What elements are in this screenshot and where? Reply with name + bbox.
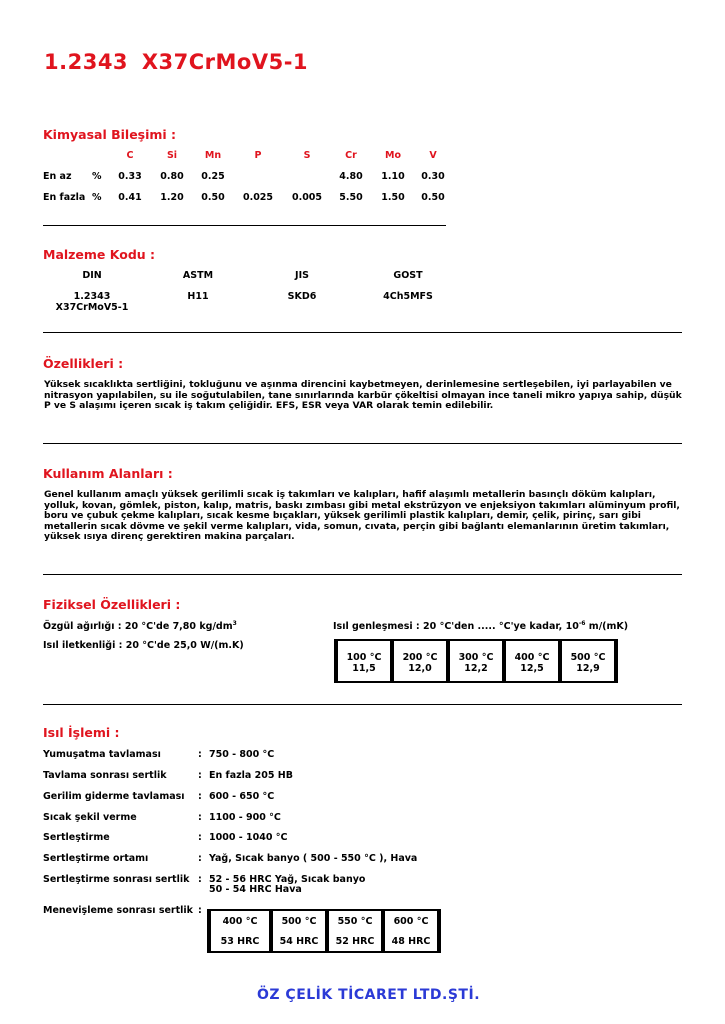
composition-value: 0.50 [421,192,445,203]
composition-value: 1.10 [381,171,405,182]
code-header-jis: JIS [295,270,309,281]
table-row [336,641,616,663]
element-header: C [126,150,134,161]
heat-label: Sertleştirme [43,832,110,843]
divider [43,225,446,226]
code-din-name: X37CrMoV5-1 [55,302,129,313]
table-cell: 48 HRC [383,931,439,951]
properties-text: Yüksek sıcaklıkta sertliğini, tokluğunu ve aşınma direncini kaybetmeyen, derinlemesine sertleşebilen, iyi parlayabilen ve nitrasyon yapılabilen, su ile soğutulabilen, tane sınırlarında karbür çökeltisi olmayan ince taneli mikro yapıya sahip, düşük P ve S alaşımı içeren sıcak iş takım çeliğidir. EFS, ESR veya VAR olarak temin edilebilir. [44,379,682,412]
table-cell: 52 HRC [327,931,383,951]
table-cell: 100 °C [336,641,392,663]
composition-value: 0.50 [201,192,225,203]
code-header-gost: GOST [393,270,423,281]
element-header: V [429,150,437,161]
expansion-exponent: -6 [578,620,586,627]
expansion-unit: m/(mK) [585,621,629,633]
expansion-line [333,620,628,632]
physical-heading: Fiziksel Özellikleri : [43,597,181,612]
code-astm: H11 [187,291,209,302]
density-line [43,620,237,632]
row-label-min: En az [43,171,72,182]
table-cell: 54 HRC [271,931,327,951]
colon: : [198,905,202,916]
heat-treatment-heading: Isıl İşlemi : [43,725,120,740]
divider [43,574,682,575]
element-header: Mo [385,150,401,161]
heat-label: Tavlama sonrası sertlik [43,770,167,781]
table-cell: 12,5 [504,663,560,681]
row-label-max: En fazla [43,192,86,203]
table-cell: 12,9 [560,663,616,681]
heat-label: Sertleştirme sonrası sertlik [43,874,190,885]
tempering-label: Menevişleme sonrası sertlik [43,905,193,916]
heat-value: 750 - 800 °C [209,749,275,760]
colon: : [198,749,202,760]
composition-value: 5.50 [339,192,363,203]
heat-value: En fazla 205 HB [209,770,293,781]
code-header-din: DIN [82,270,102,281]
composition-heading: Kimyasal Bileşimi : [43,127,177,142]
table-cell: 550 °C [327,911,383,931]
composition-value: 0.41 [118,192,142,203]
heat-label: Gerilim giderme tavlaması [43,791,185,802]
composition-value: 0.025 [242,192,274,203]
colon: : [198,770,202,781]
density-text: Özgül ağırlığı : 20 °C'de 7,80 kg/dm [43,621,233,633]
element-header: S [303,150,311,161]
heat-value: Yağ, Sıcak banyo ( 500 - 550 °C ), Hava [209,853,418,864]
hardness-air: 50 - 54 HRC Hava [209,884,302,895]
table-cell: 500 °C [560,641,616,663]
table-row [209,911,439,931]
expansion-table [334,639,618,683]
heat-value: 1100 - 900 °C [209,812,281,823]
row-unit: % [92,192,102,203]
element-header: Si [166,150,178,161]
composition-value: 1.20 [160,192,184,203]
table-cell: 12,0 [392,663,448,681]
element-header: P [254,150,262,161]
colon: : [198,791,202,802]
conductivity-text: Isıl iletkenliği : 20 °C'de 25,0 W/(m.K) [43,640,244,651]
table-row [336,663,616,681]
row-unit: % [92,171,102,182]
hardness-oil: 52 - 56 HRC Yağ, Sıcak banyo [209,874,366,885]
code-gost: 4Ch5MFS [383,291,433,302]
usage-heading: Kullanım Alanları : [43,466,173,481]
divider [43,704,682,705]
heat-value: 600 - 650 °C [209,791,275,802]
page-title: 1.2343 X37CrMoV5-1 [44,50,309,74]
heat-label: Sertleştirme ortamı [43,853,149,864]
table-cell: 11,5 [336,663,392,681]
table-cell: 200 °C [392,641,448,663]
code-header-astm: ASTM [182,270,214,281]
composition-value: 0.80 [160,171,184,182]
expansion-text: Isıl genleşmesi : 20 °C'den ..... °C'ye kadar, 10 [333,621,579,633]
element-header: Cr [345,150,357,161]
composition-value: 4.80 [339,171,363,182]
composition-value: 0.25 [201,171,225,182]
divider [43,332,682,333]
table-cell: 400 °C [209,911,271,931]
material-code-heading: Malzeme Kodu : [43,247,156,262]
table-cell: 53 HRC [209,931,271,951]
colon: : [198,812,202,823]
usage-text: Genel kullanım amaçlı yüksek gerilimli sıcak iş takımları ve kalıpları, hafif alaşımlı metallerin basınçlı döküm kalıpları, yolluk, kovan, gömlek, piston, kalıp, matris, baskı zımbası gibi metal ekstrüzyon ve enjeksiyon takımları alüminyum profil, boru ve çubuk çekme kalıpları, sıcak kesme bıçakları, yüksek gerilimli plastik kalıpları, demir, çelik, pirinç, sarı gibi metallerin sıcak dövme ve şekil verme kalıpları, vida, somun, cıvata, perçin gibi bağlantı elemanlarının üretim takımları, yüksek ısıya direnç gerektiren makina parçaları. [44,489,680,543]
table-cell: 400 °C [504,641,560,663]
tempering-table [207,909,441,953]
composition-value: 0.005 [291,192,323,203]
heat-label: Yumuşatma tavlaması [43,749,161,760]
code-din: 1.2343 [73,291,111,302]
table-cell: 600 °C [383,911,439,931]
heat-value: 1000 - 1040 °C [209,832,288,843]
table-row [209,931,439,951]
properties-heading: Özellikleri : [43,356,124,371]
table-cell: 500 °C [271,911,327,931]
heat-label: Sıcak şekil verme [43,812,137,823]
density-exponent: 3 [232,620,237,627]
table-cell: 300 °C [448,641,504,663]
code-jis: SKD6 [287,291,317,302]
composition-value: 1.50 [381,192,405,203]
divider [43,443,682,444]
colon: : [198,832,202,843]
composition-value: 0.33 [118,171,142,182]
table-cell: 12,2 [448,663,504,681]
element-header: Mn [204,150,222,161]
composition-value: 0.30 [421,171,445,182]
colon: : [198,853,202,864]
colon: : [198,874,202,885]
company-footer: ÖZ ÇELİK TİCARET LTD.ŞTİ. [257,987,481,1003]
